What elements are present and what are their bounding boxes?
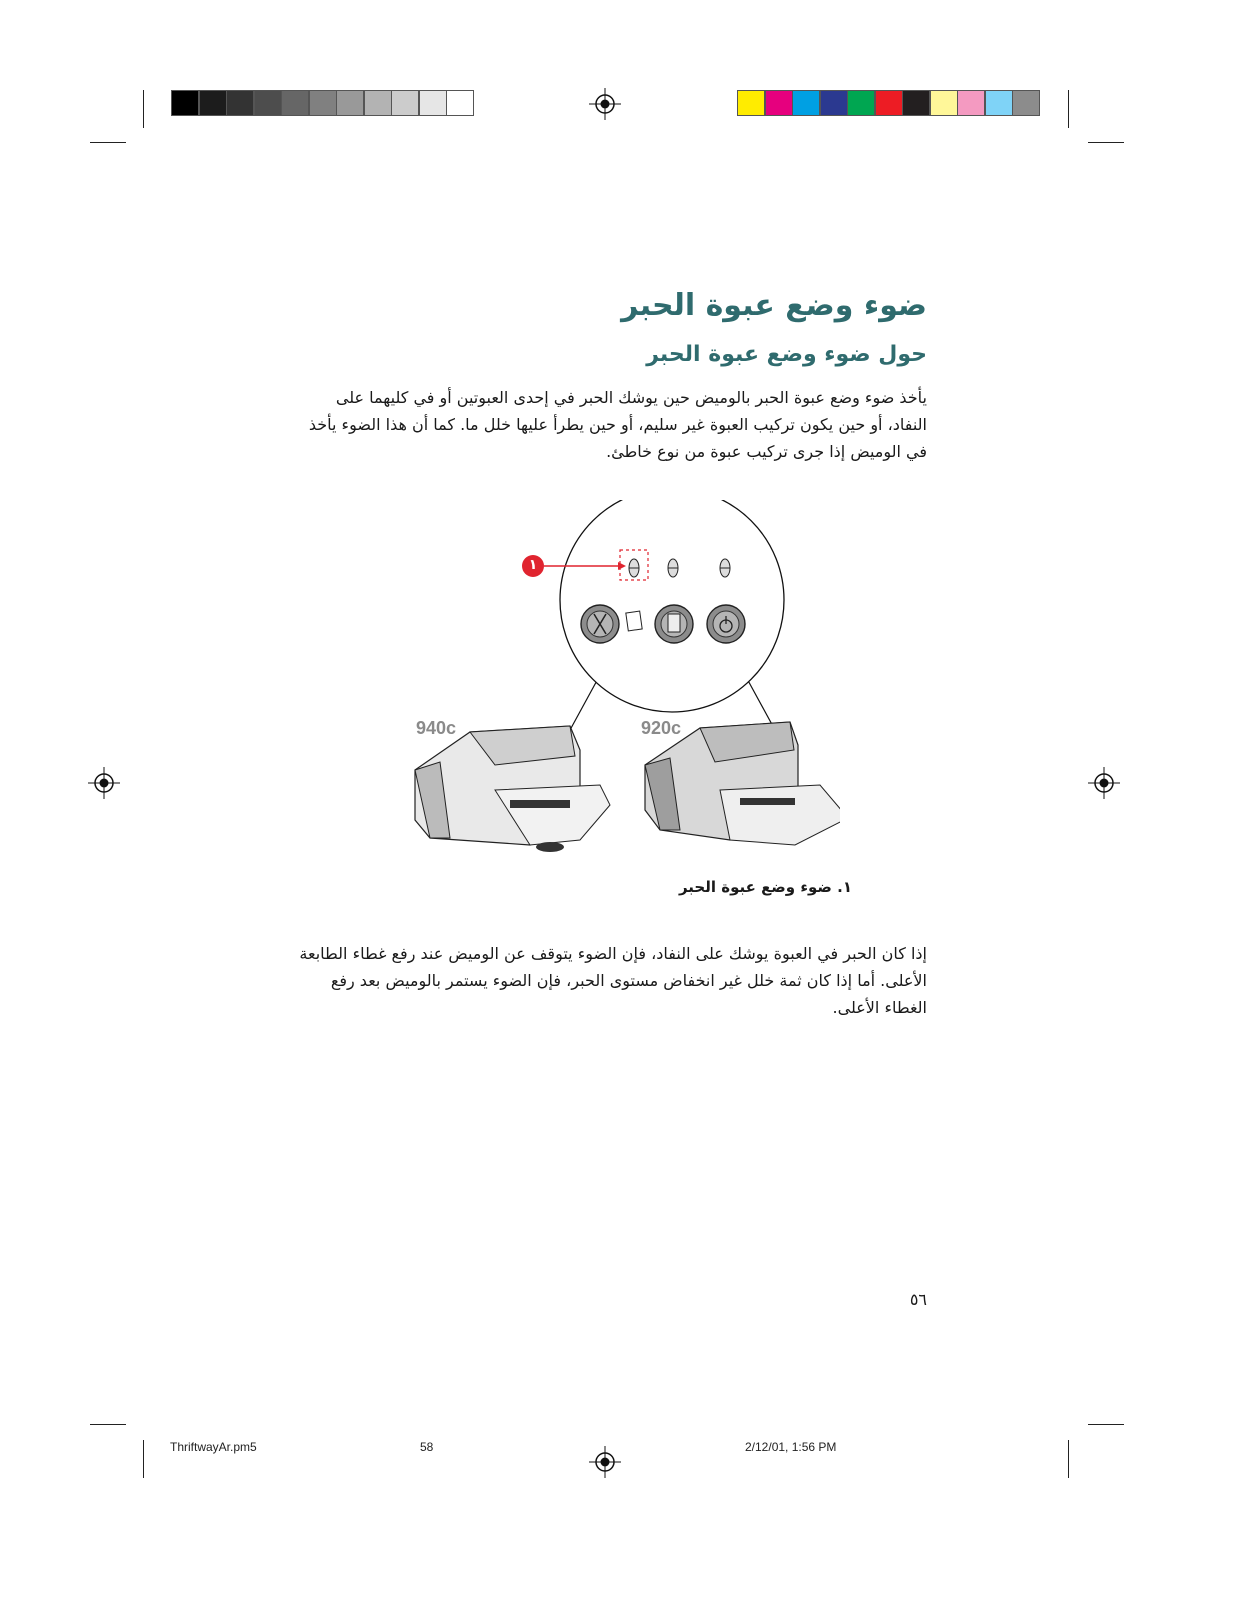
- calibration-swatch: [281, 90, 309, 116]
- section-heading: حول ضوء وضع عبوة الحبر: [646, 342, 927, 367]
- crop-mark: [143, 90, 144, 128]
- intro-paragraph: يأخذ ضوء وضع عبوة الحبر بالوميض حين يوشك الحبر في إحدى العبوتين أو في كليهما على النفاد، أو حين يكون تركيب العبوة غير سليم، أو حين يطرأ عليها خلل ما. كما أن هذا الضوء يأخذ في الوميض إذا جرى تركيب عبوة من نوع خاطئ.: [308, 388, 927, 461]
- calibration-swatch: [930, 90, 958, 116]
- calibration-swatch: [765, 90, 793, 116]
- calibration-swatch: [391, 90, 419, 116]
- model-label-940c: 940c: [416, 718, 457, 738]
- model-label-920c: 920c: [641, 718, 682, 738]
- calibration-swatch: [1012, 90, 1040, 116]
- calibration-swatch: [226, 90, 254, 116]
- crop-mark: [1068, 1440, 1069, 1478]
- registration-target-icon: [589, 1446, 621, 1478]
- calibration-swatch: [364, 90, 392, 116]
- calibration-swatch: [820, 90, 848, 116]
- registration-target-icon: [88, 767, 120, 799]
- callout-number: ١: [528, 557, 538, 573]
- calibration-swatch: [446, 90, 474, 116]
- calibration-swatch: [199, 90, 227, 116]
- calibration-swatch: [902, 90, 930, 116]
- footer-timestamp: 2/12/01, 1:56 PM: [745, 1440, 837, 1454]
- printer-940c: [415, 726, 610, 852]
- calibration-swatch: [309, 90, 337, 116]
- printer-920c: [645, 722, 840, 845]
- calibration-swatch: [847, 90, 875, 116]
- crop-mark: [1088, 142, 1124, 143]
- crop-mark: [1068, 90, 1069, 128]
- crop-mark: [90, 142, 126, 143]
- crop-mark: [90, 1424, 126, 1425]
- calibration-swatch: [792, 90, 820, 116]
- printer-figure: [400, 500, 840, 870]
- crop-mark: [1088, 1424, 1124, 1425]
- footer-sheet-number: 58: [420, 1440, 434, 1454]
- calibration-swatch: [957, 90, 985, 116]
- body-paragraph: إذا كان الحبر في العبوة يوشك على النفاد، فإن الضوء يتوقف عن الوميض عند رفع غطاء الطابعة الأعلى. أما إذا كان ثمة خلل غير انخفاض مستوى الحبر، فإن الضوء يستمر بالوميض بعد رفع الغطاء الأعلى.: [299, 944, 927, 1017]
- calibration-swatch: [985, 90, 1013, 116]
- page-title: ضوء وضع عبوة الحبر: [621, 288, 927, 323]
- calibration-swatch: [171, 90, 199, 116]
- figure-caption: ١. ضوء وضع عبوة الحبر: [678, 878, 852, 896]
- registration-target-icon: [589, 88, 621, 120]
- page-number: ٥٦: [909, 1290, 927, 1309]
- calibration-swatch: [419, 90, 447, 116]
- calibration-swatch: [254, 90, 282, 116]
- crop-mark: [143, 1440, 144, 1478]
- calibration-swatch: [875, 90, 903, 116]
- calibration-swatch: [737, 90, 765, 116]
- footer-filename: ThriftwayAr.pm5: [170, 1440, 257, 1454]
- calibration-swatch: [336, 90, 364, 116]
- registration-target-icon: [1088, 767, 1120, 799]
